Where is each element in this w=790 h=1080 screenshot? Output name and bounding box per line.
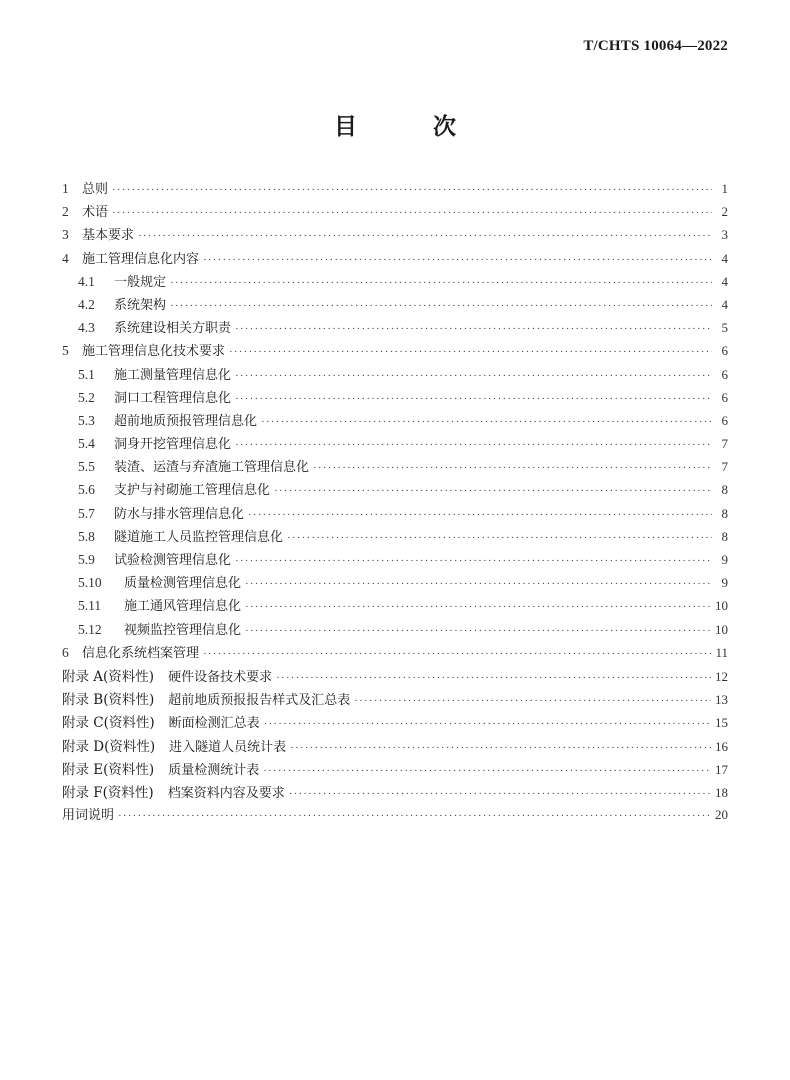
toc-entry[interactable] xyxy=(62,201,728,224)
toc-leader-dots xyxy=(276,672,711,684)
toc-entry-page: 6 xyxy=(721,343,728,359)
toc-entry-number: 附录 A(资料性) xyxy=(62,668,155,685)
toc-entry[interactable] xyxy=(62,572,728,595)
toc-entry[interactable] xyxy=(62,456,728,479)
standard-number: T/CHTS 10064—2022 xyxy=(583,38,728,54)
toc-entry-title: 视频监控管理信息化 xyxy=(124,622,242,638)
toc-entry-page: 4 xyxy=(721,250,728,266)
toc-entry-number: 5 xyxy=(62,343,69,359)
toc-entry[interactable] xyxy=(62,248,728,271)
toc-entry[interactable] xyxy=(62,711,728,734)
toc-entry-title: 断面检测汇总表 xyxy=(168,716,260,732)
toc-leader-dots xyxy=(264,718,711,730)
toc-entry-page: 6 xyxy=(721,366,728,382)
toc-entry-number: 4 xyxy=(62,250,69,266)
toc-entry-number: 1 xyxy=(62,181,69,196)
toc-entry-title: 隧道施工人员监控管理信息化 xyxy=(114,529,284,545)
toc-leader-dots xyxy=(112,184,712,196)
toc-entry-number: 5.8 xyxy=(78,528,95,544)
toc-entry-page: 3 xyxy=(721,227,728,243)
toc-entry[interactable] xyxy=(62,619,728,642)
toc-entry-number: 3 xyxy=(62,227,69,243)
toc-entry-title: 系统架构 xyxy=(114,297,167,313)
toc-leader-dots xyxy=(118,810,711,822)
toc-leader-dots xyxy=(245,601,711,613)
toc-entry-page: 9 xyxy=(721,552,728,567)
toc-leader-dots xyxy=(235,439,712,451)
toc-entry-page: 7 xyxy=(721,436,728,452)
toc-leader-dots xyxy=(261,416,712,428)
toc-entry-page: 8 xyxy=(721,505,728,521)
toc-entry-number: 6 xyxy=(62,644,69,660)
toc-entry-number: 5.11 xyxy=(78,598,102,614)
toc-entry-title: 防水与排水管理信息化 xyxy=(114,506,245,522)
toc-entry[interactable] xyxy=(62,479,728,502)
toc-entry-title: 施工通风管理信息化 xyxy=(124,599,242,615)
toc-leader-dots xyxy=(313,462,712,474)
toc-entry-page: 8 xyxy=(721,528,728,544)
toc-leader-dots xyxy=(235,393,712,405)
toc-entry-page: 4 xyxy=(721,273,728,289)
toc-entry-number: 5.5 xyxy=(78,459,95,475)
toc-entry[interactable] xyxy=(62,433,728,456)
toc-entry[interactable] xyxy=(62,781,728,804)
toc-entry-page: 6 xyxy=(721,412,728,428)
toc-entry[interactable] xyxy=(62,665,728,688)
toc-entry-page: 8 xyxy=(721,482,728,498)
toc-leader-dots xyxy=(203,648,711,660)
toc-entry-number: 5.2 xyxy=(78,389,95,405)
toc-entry-number: 附录 B(资料性) xyxy=(62,692,155,709)
toc-leader-dots xyxy=(170,300,712,312)
toc-entry-number: 5.1 xyxy=(78,366,95,382)
toc-entry[interactable] xyxy=(62,317,728,340)
toc-leader-dots xyxy=(245,578,712,590)
table-of-contents xyxy=(62,178,728,827)
toc-entry-page: 5 xyxy=(721,320,728,336)
toc-entry-page: 6 xyxy=(721,389,728,405)
toc-entry[interactable] xyxy=(62,735,728,758)
toc-entry-title: 用词说明 xyxy=(62,808,115,824)
toc-leader-dots xyxy=(290,742,711,754)
toc-leader-dots xyxy=(263,765,711,777)
toc-entry-title: 术语 xyxy=(82,205,109,221)
toc-entry-number: 5.9 xyxy=(78,552,95,567)
toc-entry[interactable] xyxy=(62,410,728,433)
toc-leader-dots xyxy=(274,485,712,497)
toc-entry-title: 进入隧道人员统计表 xyxy=(169,739,287,755)
toc-entry-title: 一般规定 xyxy=(114,274,167,290)
toc-entry-title: 装渣、运渣与弃渣施工管理信息化 xyxy=(114,460,310,476)
toc-leader-dots xyxy=(170,277,712,289)
toc-entry[interactable] xyxy=(62,364,728,387)
toc-entry-title: 施工管理信息化技术要求 xyxy=(82,344,226,360)
toc-entry[interactable] xyxy=(62,340,728,363)
toc-entry-number: 4.3 xyxy=(78,320,95,336)
toc-entry[interactable] xyxy=(62,526,728,549)
toc-entry-page: 1 xyxy=(721,181,728,196)
toc-leader-dots xyxy=(287,532,712,544)
toc-entry[interactable] xyxy=(62,178,728,201)
toc-entry-number: 2 xyxy=(62,204,69,220)
toc-entry-page: 7 xyxy=(721,459,728,475)
toc-entry-title: 试验检测管理信息化 xyxy=(114,553,232,568)
toc-leader-dots xyxy=(248,509,712,521)
toc-entry-number: 5.10 xyxy=(78,575,102,591)
toc-leader-dots xyxy=(235,323,712,335)
toc-entry[interactable] xyxy=(62,387,728,410)
toc-entry-number: 4.2 xyxy=(78,296,95,312)
toc-leader-dots xyxy=(354,695,711,707)
toc-entry[interactable] xyxy=(62,804,728,827)
toc-entry-title: 总则 xyxy=(82,182,109,197)
toc-entry-number: 附录 D(资料性) xyxy=(62,738,156,755)
toc-entry-title: 档案资料内容及要求 xyxy=(167,785,285,801)
toc-entry-number: 附录 E(资料性) xyxy=(62,761,155,778)
toc-entry-page: 16 xyxy=(715,738,728,754)
toc-entry-number: 5.12 xyxy=(78,621,102,637)
toc-entry-page: 18 xyxy=(715,784,728,800)
toc-entry[interactable] xyxy=(62,549,728,572)
toc-entry-number: 4.1 xyxy=(78,273,95,289)
toc-entry-title: 支护与衬砌施工管理信息化 xyxy=(114,483,271,499)
toc-leader-dots xyxy=(229,346,712,358)
toc-entry[interactable] xyxy=(62,294,728,317)
toc-entry[interactable] xyxy=(62,595,728,618)
toc-entry-title: 超前地质预报管理信息化 xyxy=(114,413,258,429)
toc-entry-title: 信息化系统档案管理 xyxy=(82,645,200,661)
toc-leader-dots xyxy=(203,254,712,266)
toc-leader-dots xyxy=(289,788,711,800)
toc-entry-page: 13 xyxy=(715,692,728,708)
toc-entry-number: 5.7 xyxy=(78,505,95,521)
toc-entry-title: 基本要求 xyxy=(82,228,135,244)
toc-entry-page: 11 xyxy=(715,644,728,660)
toc-entry-number: 5.4 xyxy=(78,436,95,452)
toc-entry-number: 附录 F(资料性) xyxy=(62,784,154,801)
toc-entry-page: 2 xyxy=(721,204,728,220)
toc-entry-number: 5.6 xyxy=(78,482,95,498)
toc-leader-dots xyxy=(112,207,712,219)
toc-leader-dots xyxy=(138,230,712,242)
toc-entry-page: 9 xyxy=(721,575,728,591)
toc-entry-page: 15 xyxy=(715,715,728,731)
toc-entry-number: 5.3 xyxy=(78,412,95,428)
toc-entry-page: 12 xyxy=(715,668,728,684)
toc-entry-page: 17 xyxy=(715,761,728,777)
toc-entry-title: 质量检测管理信息化 xyxy=(124,576,242,592)
toc-leader-dots xyxy=(245,625,711,637)
toc-entry[interactable] xyxy=(62,642,728,665)
toc-entry-title: 洞口工程管理信息化 xyxy=(114,390,232,406)
toc-leader-dots xyxy=(235,555,712,567)
toc-entry[interactable] xyxy=(62,224,728,247)
toc-entry-page: 10 xyxy=(715,598,728,614)
toc-leader-dots xyxy=(235,370,712,382)
toc-entry[interactable] xyxy=(62,688,728,711)
toc-entry[interactable] xyxy=(62,271,728,294)
toc-entry-number: 附录 C(资料性) xyxy=(62,715,155,732)
toc-entry-page: 10 xyxy=(715,621,728,637)
toc-entry[interactable] xyxy=(62,503,728,526)
toc-entry-title: 施工管理信息化内容 xyxy=(82,251,200,267)
toc-entry-title: 超前地质预报报告样式及汇总表 xyxy=(168,693,351,709)
toc-entry-title: 硬件设备技术要求 xyxy=(168,669,273,685)
toc-entry-page: 4 xyxy=(721,296,728,312)
toc-entry-page: 20 xyxy=(715,807,728,823)
toc-entry[interactable] xyxy=(62,758,728,781)
toc-entry-title: 系统建设相关方职责 xyxy=(114,321,232,337)
toc-entry-title: 洞身开挖管理信息化 xyxy=(114,437,232,453)
page-title: 目 次 xyxy=(333,114,490,140)
toc-entry-title: 质量检测统计表 xyxy=(168,762,260,778)
toc-entry-title: 施工测量管理信息化 xyxy=(114,367,232,383)
